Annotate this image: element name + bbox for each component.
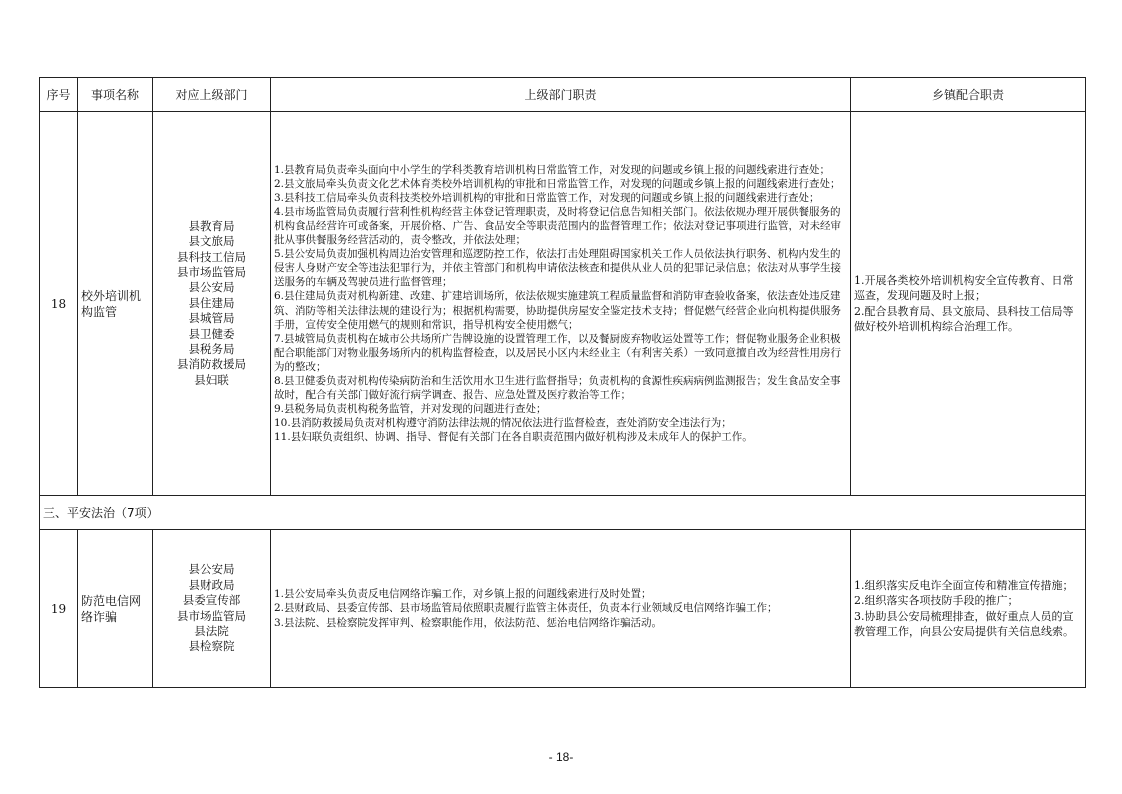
- duty-item: 5.县公安局负责加强机构周边治安管理和巡逻防控工作，依法打击处理阻碍国家机关工作人员依法执行职务、机构内发生的侵害人身财产安全等违法犯罪行为，并依主管部门和机构申请依法核查和提供从业人员的犯罪记录信息；依法对从事学生接送服务的车辆及驾驶员进行监督管理；: [274, 248, 841, 289]
- department: 县法院: [194, 623, 229, 638]
- item-name: 防范电信网络诈骗: [78, 530, 153, 688]
- header-town-duties: 乡镇配合职责: [851, 78, 1086, 112]
- town-duty-item: 1.组织落实反电诈全面宣传和精准宣传措施；: [854, 579, 1074, 593]
- duty-item: 3.县科技工信局牵头负责科技类校外培训机构的审批和日常监管工作，对发现的问题或乡镇上报的问题线索进行查处；: [274, 191, 820, 204]
- duty-item: 2.县文旅局牵头负责文化艺术体育类校外培训机构的审批和日常监管工作，对发现的问题或乡镇上报的问题线索进行查处；: [274, 177, 841, 190]
- department: 县财政局: [188, 577, 235, 592]
- duty-item: 7.县城管局负责机构在城市公共场所广告牌设施的设置管理工作，以及餐厨废弃物收运处置等工作；督促物业服务企业积极配合职能部门对物业服务场所内的机构监督检查，以及居民小区内未经业主（有利害关系）一致同意擅自改为经营性用房行为的整改；: [274, 332, 841, 373]
- department: 县税务局: [188, 342, 235, 357]
- table-row-19: [40, 530, 1086, 688]
- header-no: 序号: [40, 78, 78, 112]
- department: 县公安局: [188, 280, 235, 295]
- town-duty-item: 2.组织落实各项技防手段的推广；: [854, 594, 1019, 608]
- duty-item: 3.县法院、县检察院发挥审判、检察职能作用，依法防范、惩治电信网络诈骗活动。: [274, 616, 663, 629]
- department-list: [153, 112, 271, 496]
- department: 县市场监管局: [177, 264, 246, 279]
- department: 县市场监管局: [177, 608, 246, 623]
- page-number: - 18-: [548, 750, 574, 764]
- department: 县公安局: [188, 562, 235, 577]
- town-duty-item: 1.开展各类校外培训机构安全宣传教育、日常巡查，发现问题及时上报；: [854, 274, 1074, 303]
- responsibility-table: [39, 77, 1086, 688]
- town-duty-list: [851, 112, 1086, 496]
- section-row: [40, 496, 1086, 530]
- department: 县委宣传部: [182, 593, 241, 608]
- upper-duty-list: [271, 112, 851, 496]
- department: 县科技工信局: [177, 249, 246, 264]
- department-list: [153, 530, 271, 688]
- department: 县住建局: [188, 295, 235, 310]
- row-number: 18: [40, 112, 78, 496]
- row-number: 19: [40, 530, 78, 688]
- duty-item: 9.县税务局负责机构税务监管，并对发现的问题进行查处；: [274, 403, 547, 416]
- duty-item: 6.县住建局负责对机构新建、改建、扩建培训场所，依法依规实施建筑工程质量监督和消防审查验收备案，依法查处违反建筑、消防等相关法律法规的建设行为；根据机构需要，协助提供房屋安全鉴定技术支持；督促燃气经营企业向机构提供服务手册，宣传安全使用燃气的规则和常识，指导机构安全使用燃气；: [274, 290, 841, 331]
- section-title: 三、平安法治（7项）: [40, 496, 1086, 530]
- department: 县妇联: [194, 372, 229, 387]
- duty-item: 8.县卫健委负责对机构传染病防治和生活饮用水卫生进行监督指导；负责机构的食源性疾病病例监测报告；发生食品安全事故时，配合有关部门做好流行病学调查、报告、应急处置及医疗救治等工作；: [274, 374, 841, 402]
- table-header-row: [40, 78, 1086, 112]
- department: 县教育局: [188, 218, 235, 233]
- department: 县城管局: [188, 311, 235, 326]
- item-name: 校外培训机构监管: [78, 112, 153, 496]
- duty-item: 1.县公安局牵头负责反电信网络诈骗工作，对乡镇上报的问题线索进行及时处置；: [274, 588, 652, 601]
- header-item-name: 事项名称: [78, 78, 153, 112]
- duty-item: 11.县妇联负责组织、协调、指导、督促有关部门在各自职责范围内做好机构涉及未成年人的保护工作。: [274, 431, 753, 444]
- duty-item: 2.县财政局、县委宣传部、县市场监管局依照职责履行监管主体责任，负责本行业领域反电信网络诈骗工作；: [274, 602, 778, 615]
- department: 县文旅局: [188, 234, 235, 249]
- town-duty-item: 3.协助县公安局梳理排查，做好重点人员的宣教管理工作，向县公安局提供有关信息线索。: [854, 609, 1074, 638]
- header-upper-department: 对应上级部门: [153, 78, 271, 112]
- town-duty-list: [851, 530, 1086, 688]
- duty-item: 1.县教育局负责牵头面向中小学生的学科类教育培训机构日常监管工作，对发现的问题或乡镇上报的问题线索进行查处；: [274, 163, 831, 176]
- town-duty-item: 2.配合县教育局、县文旅局、县科技工信局等做好校外培训机构综合治理工作。: [854, 304, 1074, 333]
- table-row-18: [40, 112, 1086, 496]
- header-upper-duties: 上级部门职责: [271, 78, 851, 112]
- department: 县卫健委: [188, 326, 235, 341]
- department: 县消防救援局: [177, 357, 246, 372]
- upper-duty-list: [271, 530, 851, 688]
- duty-item: 4.县市场监管局负责履行营利性机构经营主体登记管理职责，及时将登记信息告知相关部门。依法依规办理开展供餐服务的机构食品经营许可或备案，开展价格、广告、食品安全等职责范围内的监督管理工作；依法对登记事项进行监管，对未经审批从事供餐服务经营活动的，责令整改，并依法处理；: [274, 205, 841, 247]
- duty-item: 10.县消防救援局负责对机构遵守消防法律法规的情况依法进行监督检查，查处消防安全违法行为；: [274, 417, 732, 430]
- department: 县检察院: [188, 639, 235, 654]
